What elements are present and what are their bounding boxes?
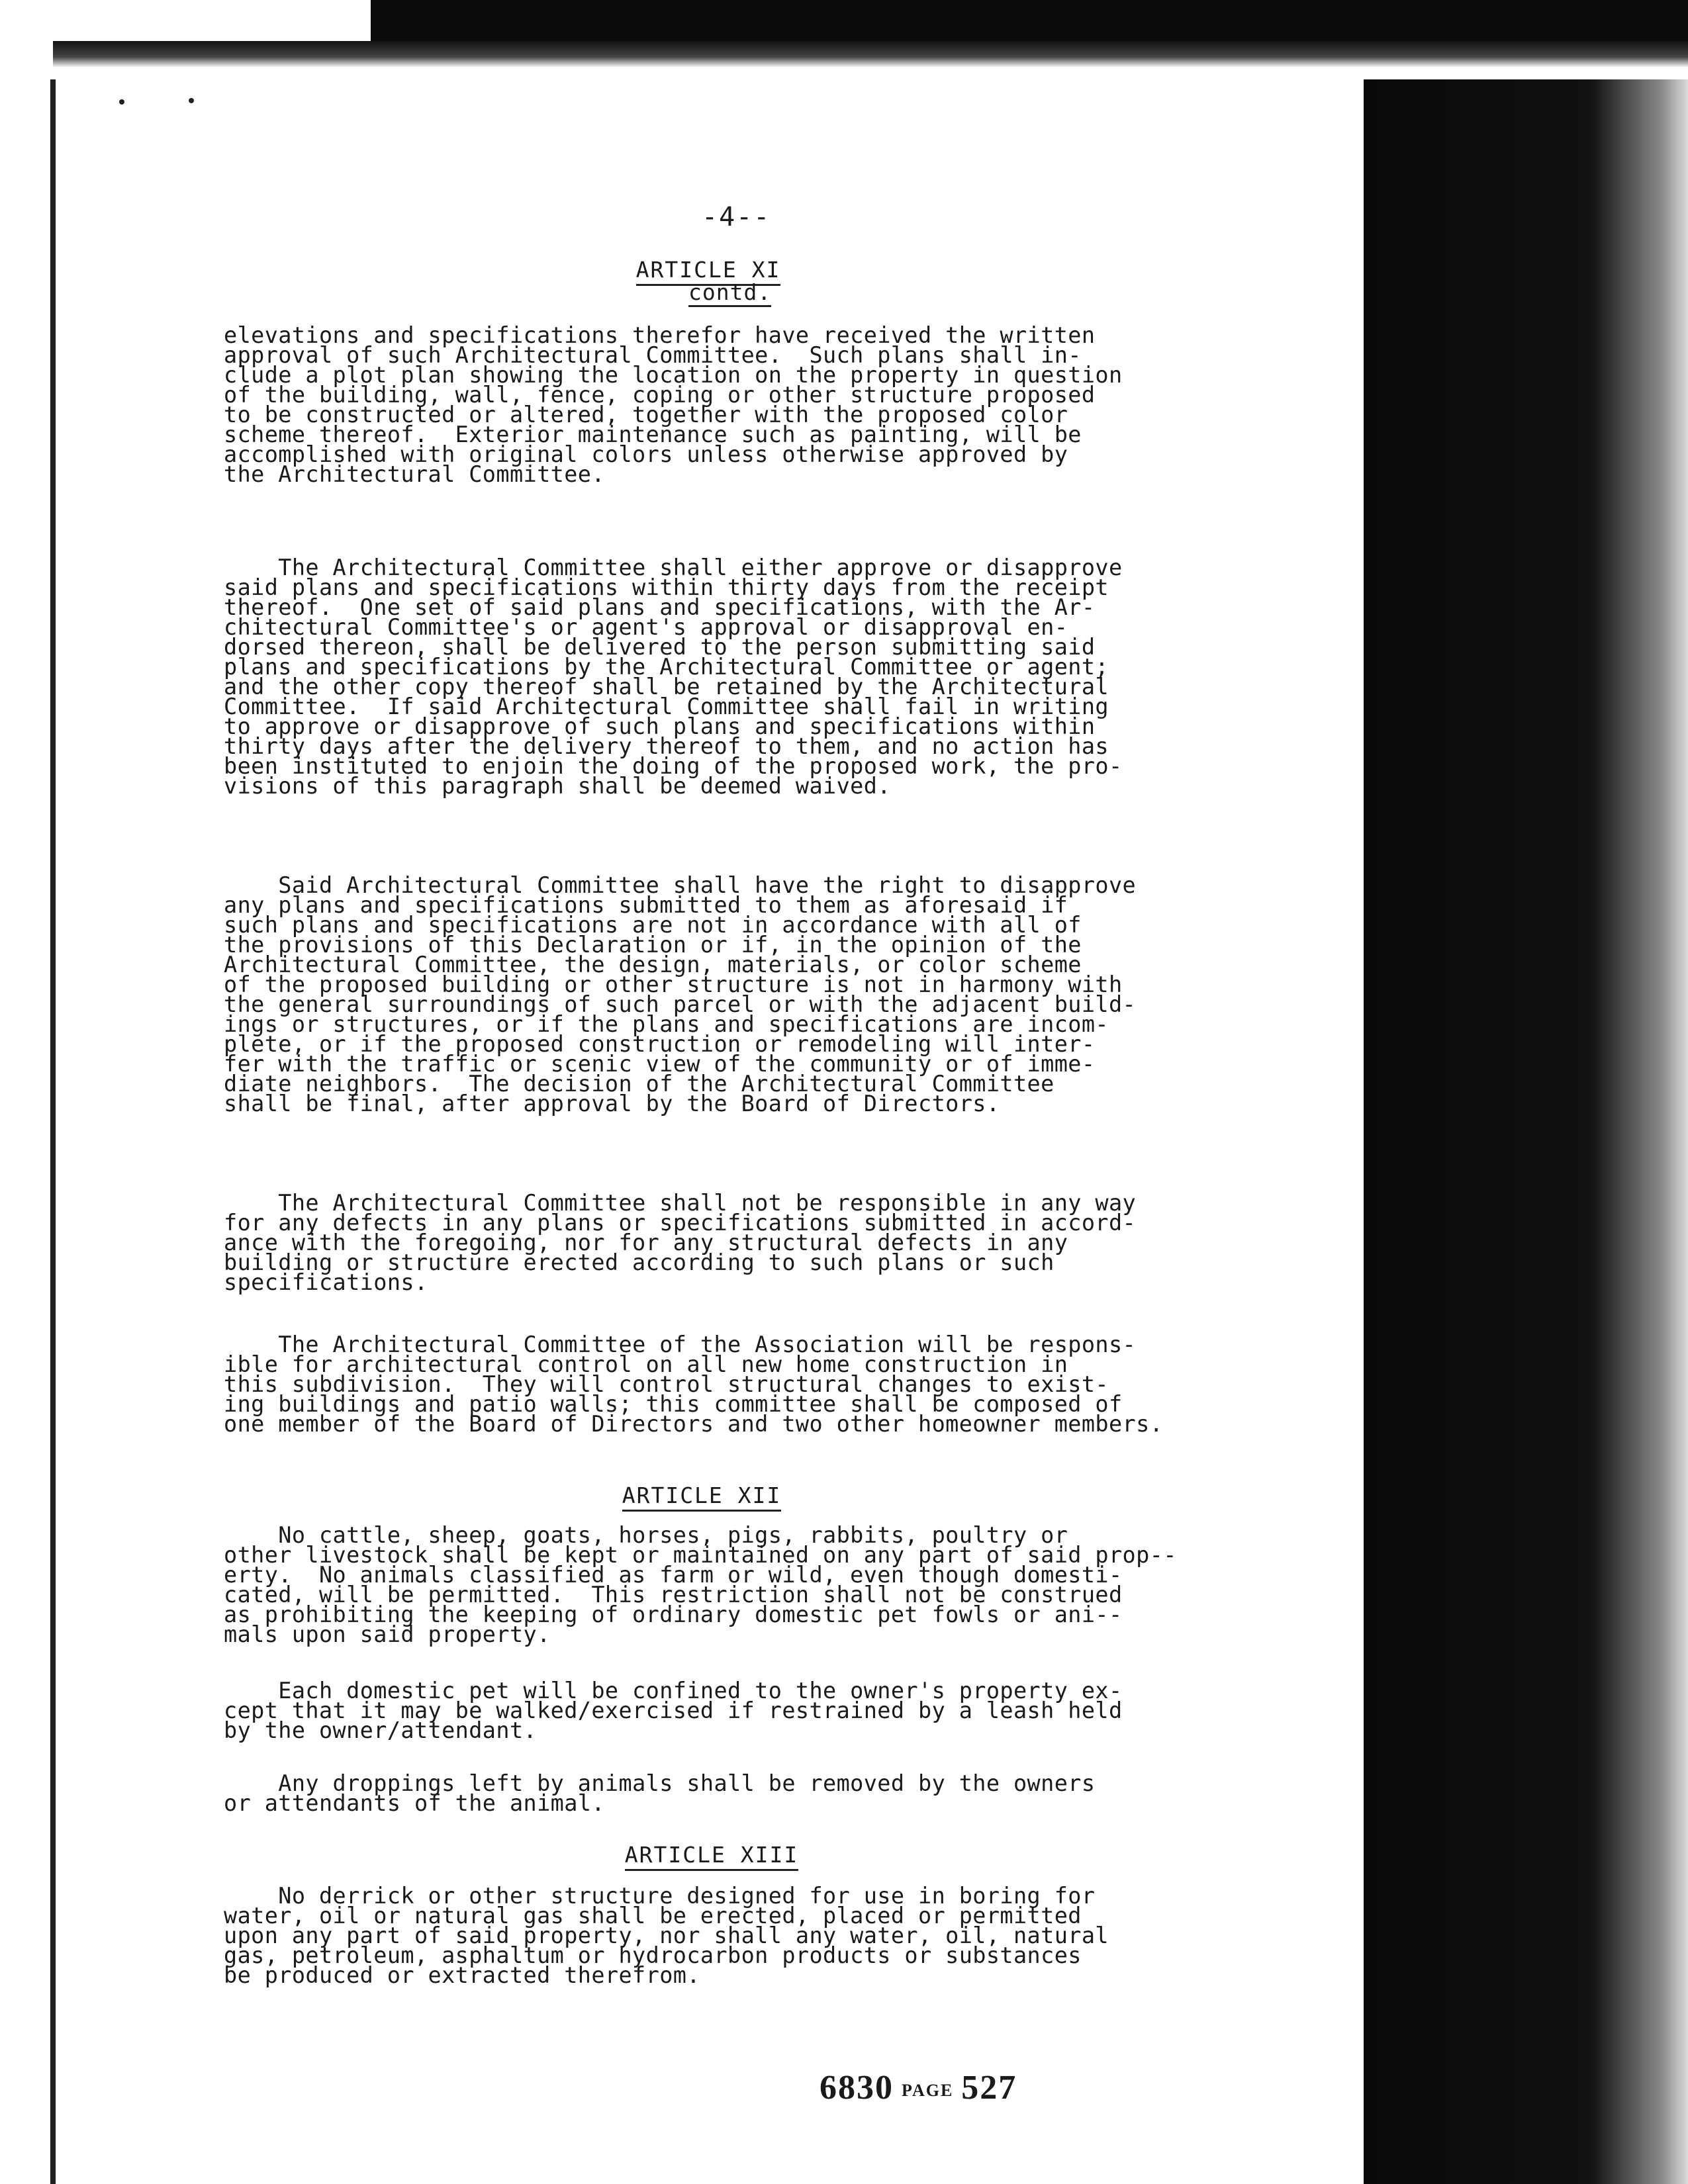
article-xi-paragraph: The Architectural Committee shall either approve or disapprove said plans and specifications within thirty days from the receipt thereof. One set of said plans and specifications, with the Ar- chitectural Committee's or agent's approval or disapproval en- dorsed thereon, shall be delivered to the person submitting said plans and specifications by the Architectural Committee or agent; and the other copy thereof shall be retained by the Architectural Committee. If said Architectural Committee shall fail in writing to approve or disapprove of such plans and specifications within thirty days after the delivery thereof to them, and no action has been instituted to enjoin the doing of the proposed work, the pro- visions of this paragraph shall be deemed waived. <box>224 555 1123 799</box>
article-xiii-paragraph: No derrick or other structure designed for use in boring for water, oil or natural gas shall be erected, placed or permitted upon any part of said property, nor shall any water, oil, natural gas, petroleum, asphaltum or hydrocarbon products or substances be produced or extracted therefrom. <box>224 1883 1109 1988</box>
article-xi-paragraph: elevations and specifications therefor have received the written approval of such Architectural Committee. Such plans shall in- clude a plot plan showing the location on the property in question of the building, wall, fence, coping or other structure proposed to be constructed or altered, together with the proposed color scheme thereof. Exterior maintenance such as painting, will be accomplished with original colors unless otherwise approved by the Architectural Committee. <box>224 322 1123 487</box>
scan-speck <box>119 99 124 105</box>
article-xii-heading: ARTICLE XII <box>596 1482 808 1508</box>
article-xii-paragraph: Any droppings left by animals shall be removed by the owners or attendants of the animal. <box>224 1770 1096 1816</box>
scan-border-top <box>371 0 1688 41</box>
scan-border-top-shadow <box>53 41 1688 68</box>
recorded-page-number: 527 <box>961 2069 1017 2107</box>
scan-speck <box>189 98 194 103</box>
article-xii-paragraph: Each domestic pet will be confined to the owner's property ex- cept that it may be walked/exercised if restrained by a leash held by the owner/attendant. <box>224 1678 1123 1743</box>
article-xiii-heading: ARTICLE XIII <box>599 1842 824 1868</box>
page-number: -4-- <box>702 202 771 232</box>
article-xii-paragraph: No cattle, sheep, goats, horses, pigs, rabbits, poultry or other livestock shall be kept or maintained on any part of said prop-- erty. No animals classified as farm or wild, even though domesti- cated, will be permitted. This restriction shall not be construed as prohibiting the keeping of ordinary domestic pet fowls or ani-- mals upon said property. <box>224 1522 1177 1647</box>
scan-border-right <box>1364 79 1688 2184</box>
recording-stamp <box>820 2068 1017 2107</box>
article-xi-subheading: contd. <box>688 279 771 307</box>
book-number: 6830 <box>820 2069 894 2107</box>
article-xi-paragraph: Said Architectural Committee shall have the right to disapprove any plans and specifications submitted to them as aforesaid if such plans and specifications are not in accordance with all of the provisions of this Declaration or if, in the opinion of the Architectural Committee, the design, materials, or color scheme of the proposed building or other structure is not in harmony with the general surroundings of such parcel or with the adjacent build- ings or structures, or if the plans and specifications are incom- plete, or if the proposed construction or remodeling will inter- fer with the traffic or scenic view of the community or of imme- diate neighbors. The decision of the Architectural Committee shall be final, after approval by the Board of Directors. <box>224 872 1137 1116</box>
article-xi-heading: ARTICLE XI <box>622 257 794 283</box>
page-label: PAGE <box>902 2081 954 2101</box>
article-xi-paragraph: The Architectural Committee shall not be responsible in any way for any defects in any plans or specifications submitted in accord- ance with the foregoing, nor for any structural defects in any building or structure erected according to such plans or such specifications. <box>224 1190 1137 1295</box>
scan-border-left <box>50 79 56 2184</box>
article-xi-paragraph: The Architectural Committee of the Association will be respons- ible for architectural control on all new home construction in this subdivision. They will control structural changes to exist- ing buildings and patio walls; this committee shall be composed of one member of the Board of Directors and two other homeowner members. <box>224 1332 1164 1437</box>
